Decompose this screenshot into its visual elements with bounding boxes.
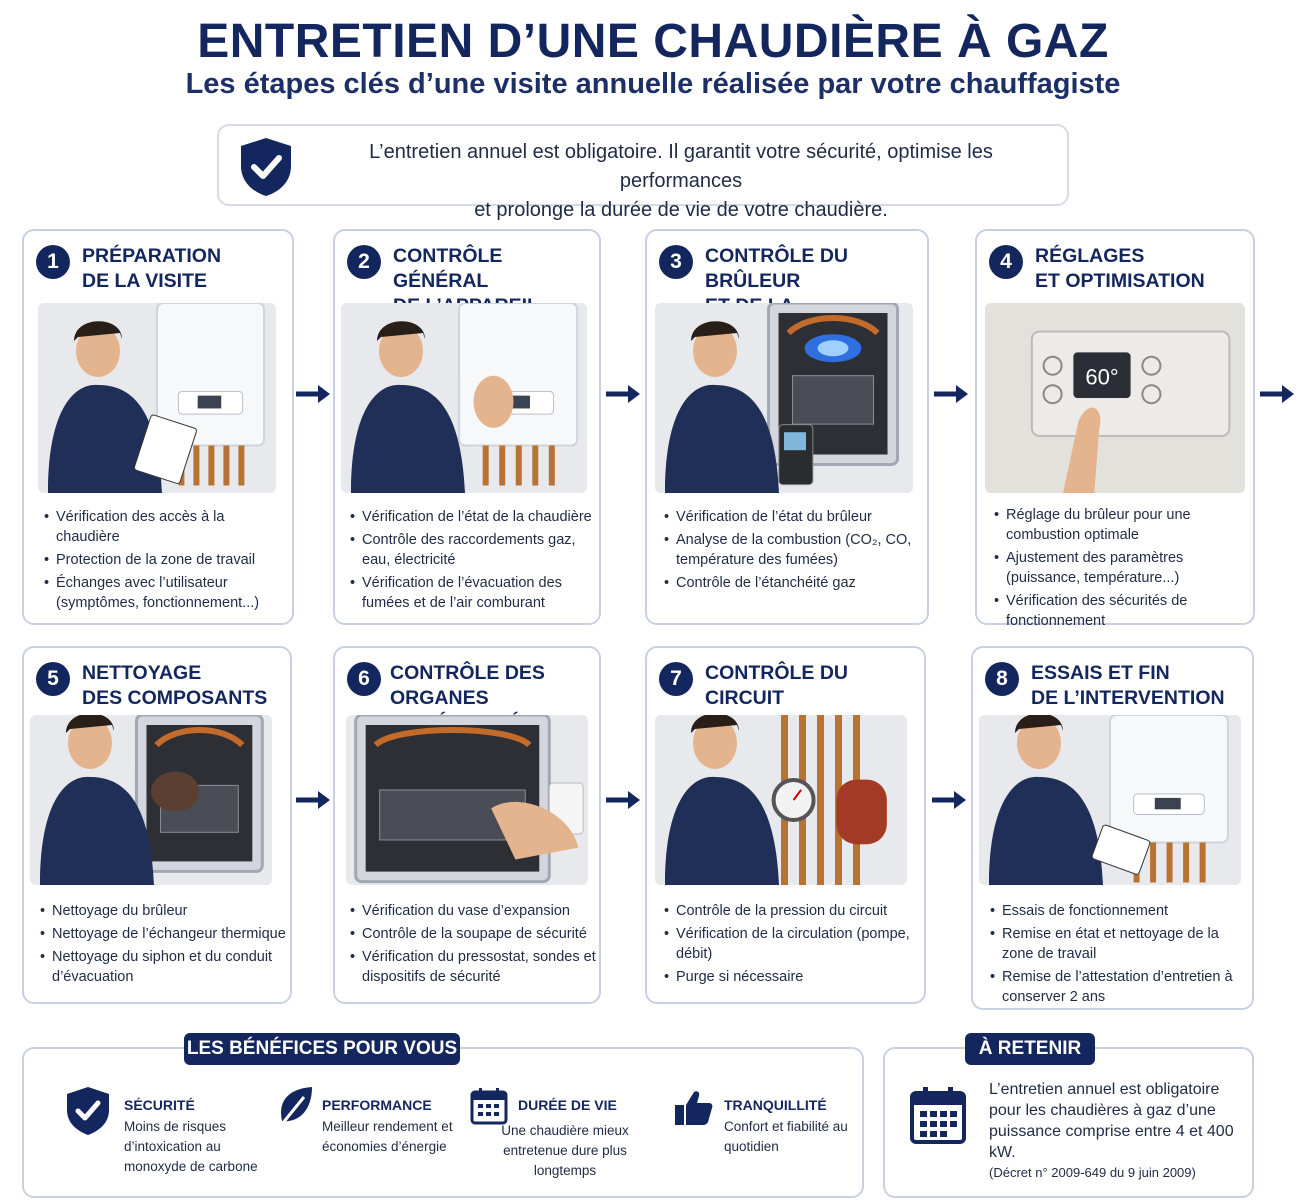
step-checklist [350, 901, 601, 990]
benefit-title: TRANQUILLITÉ [724, 1097, 827, 1113]
checklist-item: • Vérification de l’état de la chaudière [350, 507, 600, 527]
checklist-item: • Protection de la zone de travail [44, 550, 284, 570]
step-card-6 [333, 646, 601, 1004]
benefit-desc: Meilleur rendement et économies d’énergie [322, 1119, 453, 1154]
step-number-badge: 1 [36, 245, 70, 279]
step-checklist [994, 505, 1247, 634]
step-illustration [346, 715, 588, 885]
retenir-label: À RETENIR [965, 1033, 1095, 1065]
arrow-right-icon [934, 383, 970, 405]
step-card-8 [971, 646, 1254, 1010]
step-title-line-1: ESSAIS ET FIN [1031, 662, 1170, 684]
step-illustration [30, 715, 272, 885]
arrow-right-icon [606, 789, 642, 811]
step-checklist [664, 901, 923, 990]
checklist-item: • Purge si nécessaire [664, 967, 923, 987]
checklist-item: • Vérification des accès à la chaudière [44, 507, 284, 547]
checklist-item: • Contrôle de la soupape de sécurité [350, 924, 601, 944]
benefit-title: SÉCURITÉ [124, 1097, 195, 1113]
checklist-item: • Échanges avec l’utilisateur (symptômes, fonctionnement...) [44, 573, 284, 613]
retenir-panel [883, 1038, 1254, 1198]
step-title [1035, 244, 1255, 294]
step-title-line-1: NETTOYAGE [82, 662, 202, 684]
arrow-right-icon [296, 789, 332, 811]
step-checklist [44, 507, 284, 616]
step-number-badge: 6 [347, 662, 381, 696]
step-illustration [979, 715, 1241, 885]
step-illustration [655, 303, 913, 493]
checklist-item: • Contrôle de la pression du circuit [664, 901, 923, 921]
leaf-icon [276, 1085, 316, 1131]
step-title-line-1: PRÉPARATION [82, 245, 222, 267]
step-title-line-1: CONTRÔLE DU BRÛLEUR [705, 245, 848, 292]
checklist-item: • Vérification de l’état du brûleur [664, 507, 923, 527]
arrow-right-icon [296, 383, 332, 405]
step-number-badge: 2 [347, 245, 381, 279]
checklist-item: • Nettoyage du siphon et du conduit d’évacuation [40, 947, 292, 987]
checklist-item: • Contrôle de l’étanchéité gaz [664, 573, 923, 593]
step-card-1 [22, 229, 294, 625]
benefit-title: DURÉE DE VIE [518, 1097, 617, 1113]
step-number-badge: 8 [985, 662, 1019, 696]
step-title [1031, 661, 1254, 711]
checklist-item: • Réglage du brûleur pour une combustion optimale [994, 505, 1247, 545]
thermostat-display: 60° [1085, 364, 1119, 390]
step-number-badge: 3 [659, 245, 693, 279]
step-number-badge: 4 [989, 245, 1023, 279]
step-illustration [655, 715, 907, 885]
checklist-item: • Vérification du vase d’expansion [350, 901, 601, 921]
step-title-line-1: CONTRÔLE GÉNÉRAL [393, 245, 503, 292]
benefit-title: PERFORMANCE [322, 1097, 432, 1113]
shield-check-icon [64, 1085, 112, 1137]
step-checklist [990, 901, 1249, 1010]
calendar-icon [909, 1085, 967, 1145]
thumbs-up-icon [674, 1089, 714, 1127]
step-card-7 [645, 646, 926, 1004]
checklist-item: • Essais de fonctionnement [990, 901, 1249, 921]
step-card-3 [645, 229, 929, 625]
step-number-badge: 7 [659, 662, 693, 696]
step-illustration [985, 303, 1245, 493]
step-title [82, 661, 292, 711]
checklist-item: • Vérification de l’évacuation des fumées et de l’air comburant [350, 573, 600, 613]
step-card-2 [333, 229, 601, 625]
step-card-4 [975, 229, 1255, 629]
checklist-item: • Ajustement des paramètres (puissance, température...) [994, 548, 1247, 588]
benefits-panel [22, 1038, 864, 1198]
step-title-line-1: CONTRÔLE DES ORGANES [390, 662, 545, 709]
retenir-note: (Décret n° 2009-649 du 9 juin 2009) [989, 1165, 1196, 1180]
arrow-right-icon [932, 789, 968, 811]
step-title-line-2: DES COMPOSANTS [82, 687, 268, 709]
checklist-item: • Vérification des sécurités de fonctionnement [994, 591, 1247, 631]
checklist-item: • Nettoyage de l’échangeur thermique [40, 924, 292, 944]
step-title-line-1: RÉGLAGES [1035, 245, 1145, 267]
intro-banner [217, 124, 1069, 221]
page-subtitle: Les étapes clés d’une visite annuelle réalisée par votre chauffagiste [185, 68, 1121, 100]
shield-check-icon [237, 136, 295, 198]
benefits-label: LES BÉNÉFICES POUR VOUS [184, 1033, 460, 1065]
intro-line-1: L’entretien annuel est obligatoire. Il garantit votre sécurité, optimise les performances [369, 141, 993, 192]
step-title-line-1: CONTRÔLE DU CIRCUIT [705, 662, 848, 709]
step-illustration [341, 303, 587, 493]
step-title-line-2: DE LA VISITE [82, 270, 207, 292]
arrow-right-icon [606, 383, 642, 405]
step-number-badge: 5 [36, 662, 70, 696]
benefit-desc: Une chaudière mieux entretenue dure plus longtemps [501, 1123, 629, 1178]
intro-line-2: et prolonge la durée de vie de votre chaudière. [474, 199, 888, 221]
step-checklist [40, 901, 292, 990]
checklist-item: • Vérification du pressostat, sondes et dispositifs de sécurité [350, 947, 601, 987]
page-title: ENTRETIEN D’UNE CHAUDIÈRE À GAZ [197, 15, 1109, 68]
benefit-desc: Confort et fiabilité au quotidien [724, 1119, 848, 1154]
checklist-item: • Nettoyage du brûleur [40, 901, 292, 921]
step-card-5 [22, 646, 292, 1004]
step-checklist [350, 507, 600, 616]
retenir-text: L’entretien annuel est obligatoire pour les chaudières à gaz d’une puissance comprise entre 4 et 400 kW. [989, 1081, 1234, 1161]
checklist-item: • Remise de l’attestation d’entretien à conserver 2 ans [990, 967, 1249, 1007]
benefit-desc: Moins de risques d’intoxication au monoxyde de carbone [124, 1119, 258, 1174]
checklist-item: • Analyse de la combustion (CO₂, CO, température des fumées) [664, 530, 923, 570]
checklist-item: • Remise en état et nettoyage de la zone de travail [990, 924, 1249, 964]
step-title [82, 244, 294, 294]
checklist-item: • Contrôle des raccordements gaz, eau, électricité [350, 530, 600, 570]
intro-text [307, 138, 1055, 225]
step-title-line-2: ET OPTIMISATION [1035, 270, 1205, 292]
step-checklist [664, 507, 923, 596]
calendar-icon [470, 1087, 508, 1125]
step-title-line-2: DE L’INTERVENTION [1031, 687, 1225, 709]
arrow-right-icon [1260, 383, 1296, 405]
step-illustration [38, 303, 276, 493]
checklist-item: • Vérification de la circulation (pompe, débit) [664, 924, 923, 964]
